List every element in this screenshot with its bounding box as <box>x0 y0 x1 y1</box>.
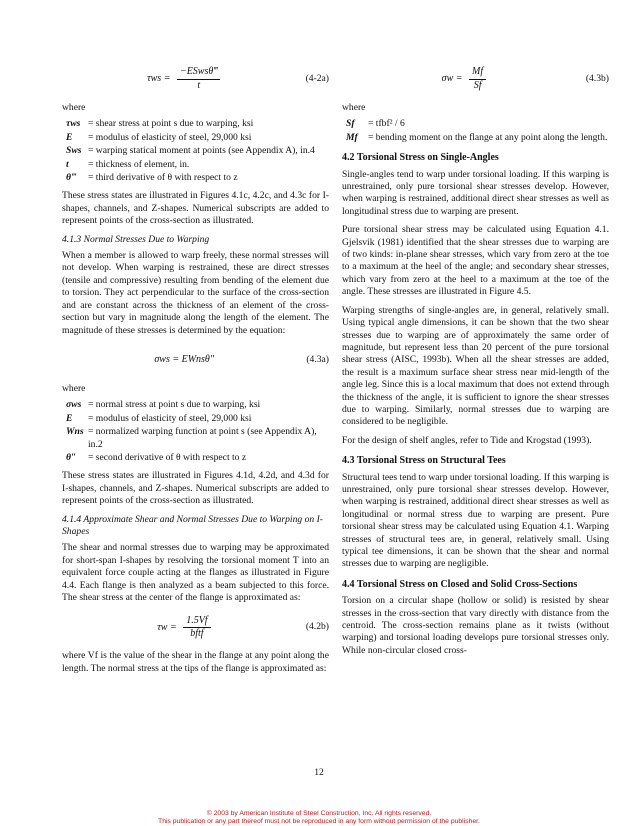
where-label: where <box>342 102 366 113</box>
definition <box>346 132 609 144</box>
symbol: τws <box>66 118 81 130</box>
paragraph: The shear and normal stresses due to warping may be approximated for short-span I-shapes by resolving the torsional moment T into an equivalent force couple acting at the flanges as illustrated in Figure 4.4. Each flange is then analyzed as a beam subjected to this force. The shear stress at the center of the flange is approximated as: <box>62 542 329 603</box>
definition-text: = second derivative of θ with respect to z <box>88 451 247 463</box>
symbol: θ″ <box>66 451 77 463</box>
paragraph: Warping strengths of single-angles are, in general, relatively small. Using typical angle dimensions, it can be shown that the two shear stresses due to warping are of approximately the same order of magnitude, but represent less than 20 percent of the pure torsional shear stress (AISC, 1993b). When all the shear stresses are added, the result is a maximum surface shear stress near mid-length of the angle leg. Since this is a local maximum that does not extend through the thickness of the angle, it is sufficient to ignore the shear stresses due to warping. Similarly, normal stresses due to warping are considered to be negligible. <box>342 304 609 428</box>
definition-text: = third derivative of θ with respect to z <box>88 172 238 184</box>
paragraph: These stress states are illustrated in Figures 4.1d, 4.2d, and 4.3d for I-shapes, channels, and Z-shapes. Numerical subscripts are added to represent points of the cross-section as illustrated. <box>62 470 329 507</box>
definition-list-2 <box>66 399 329 464</box>
right-column <box>342 60 609 663</box>
eq-denominator: Sf <box>473 79 482 91</box>
paragraph: where Vf is the value of the shear in the flange at any point along the length. The normal stress at the tips of the flange is approximated as: <box>62 650 329 674</box>
definition-text: = modulus of elasticity of steel, 29,000 ksi <box>88 131 252 143</box>
definition <box>66 399 329 411</box>
definition-text: = normal stress at point s due to warping, ksi <box>88 399 261 411</box>
eq-denominator: bftf <box>190 627 204 639</box>
definition <box>66 413 329 425</box>
paragraph: When a member is allowed to warp freely, these normal stresses will not develop. When warping is restrained, these are direct stresses (tensile and compressive) resulting from bending of the element due to torsion. They act perpendicular to the surface of the cross-section and are constant across the thickness of an element of the cross-section but vary in magnitude along the length of the element. The magnitude of these stresses is determined by the equation: <box>62 250 329 336</box>
symbol: Sws <box>66 145 82 157</box>
section-heading: 4.2 Torsional Stress on Single-Angles <box>342 152 499 164</box>
subsection-heading: 4.1.3 Normal Stresses Due to Warping <box>62 233 210 245</box>
paragraph: Pure torsional shear stress may be calculated using Equation 4.1. Gjelsvik (1981) identified that the shear stresses due to warping are of two kinds: in-plane shear stresses, which vary from zero at the toe to a maximum at the heel of the angle; and secondary shear stresses, which vary from zero at the heel to a maximum at the toe of the angle. These stresses are illustrated in Figure 4.5. <box>342 224 609 298</box>
definition <box>66 145 329 157</box>
page-number: 12 <box>314 767 324 778</box>
symbol: Wns <box>66 426 84 438</box>
eq-lhs: σw = <box>441 73 463 85</box>
definition <box>66 159 329 171</box>
definition-text: = tfbf² / 6 <box>368 118 405 130</box>
eq-lhs: τws = <box>147 73 171 85</box>
definition-text: = shear stress at point s due to warping, ksi <box>88 118 254 130</box>
equation-number: (4-2a) <box>305 72 329 84</box>
definition <box>66 172 329 184</box>
symbol: t <box>66 158 69 170</box>
definition-text: = modulus of elasticity of steel, 29,000 ksi <box>88 412 252 424</box>
symbol: E <box>66 131 73 143</box>
left-column <box>62 60 329 681</box>
definition-list-1 <box>66 118 329 184</box>
definition-text: = normalized warping function at point s (see Appendix A), in.2 <box>88 426 317 450</box>
symbol: θ‴ <box>66 172 77 184</box>
eq-numerator: −ESwsθ‴ <box>177 66 221 79</box>
equation-number: (4.3b) <box>585 72 609 84</box>
eq-expression: σws = EWnsθ″ <box>154 353 214 365</box>
definition-text: = thickness of element, in. <box>88 158 190 170</box>
section-heading: 4.3 Torsional Stress on Structural Tees <box>342 455 506 467</box>
paragraph: These stress states are illustrated in Figures 4.1c, 4.2c, and 4.3c for I-shapes, channels, and Z-shapes. Numerical subscripts are added to represent points of the cross-section as illustrated. <box>62 190 329 227</box>
equation-4-3a <box>62 343 329 377</box>
definition-list-3 <box>346 118 609 144</box>
symbol: σws <box>66 399 82 411</box>
section-heading: 4.4 Torsional Stress on Closed and Solid Cross-Sections <box>342 578 578 590</box>
definition <box>66 118 329 130</box>
paragraph: Structural tees tend to warp under torsional loading. If this warping is unrestrained, only pure torsional shear stresses develop. However, when warping is restrained, additional direct shear stresses as well as longitudinal or normal stress due to warping are present. Pure torsional shear stress may be calculated using Equation 4.1. Warping stresses of structural tees are, in general, relatively small. Using typical tee dimensions, it can be shown that the shear and normal stresses due to warping are negligible. <box>342 471 609 570</box>
symbol: Sf <box>346 118 355 130</box>
definition-text: = warping statical moment at points (see Appendix A), in.4 <box>88 145 315 157</box>
reproduction-notice: This publication or any part thereof must not be reproduced in any form without permission of the publisher. <box>158 818 480 825</box>
paragraph: Torsion on a circular shape (hollow or solid) is resisted by shear stresses in the cross-section that vary directly with distance from the centroid. The cross-section remains plane as it twists (without warping) and torsional loading develops pure torsional stresses only. While non-circular closed cross- <box>342 595 609 656</box>
equation-4-3b <box>342 62 609 96</box>
copyright-footer: © 2003 by American Institute of Steel Construction, Inc. All rights reserved. <box>206 810 432 817</box>
definition <box>66 452 329 464</box>
definition <box>66 132 329 144</box>
eq-lhs: τw = <box>157 621 177 633</box>
equation-4-2b <box>62 610 329 644</box>
equation-number: (4.3a) <box>306 353 329 365</box>
definition <box>66 426 329 451</box>
paragraph: For the design of shelf angles, refer to Tide and Krogstad (1993). <box>342 434 592 446</box>
equation-number: (4.2b) <box>305 621 329 633</box>
definition <box>346 118 609 130</box>
eq-numerator: 1.5Vf <box>183 615 210 628</box>
definition-text: = bending moment on the flange at any point along the length. <box>368 131 608 143</box>
symbol: Mf <box>346 131 358 143</box>
eq-numerator: Mf <box>469 66 486 79</box>
eq-denominator: t <box>197 79 201 91</box>
subsection-heading: 4.1.4 Approximate Shear and Normal Stresses Due to Warping on I-Shapes <box>62 513 323 537</box>
symbol: E <box>66 412 73 424</box>
paragraph: Single-angles tend to warp under torsional loading. If this warping is unrestrained, only pure torsional shear stresses develop. However, when warping is restrained, additional direct shear stresses as well as longitudinal stress due to warping are present. <box>342 168 609 217</box>
where-label: where <box>62 382 86 394</box>
where-label: where <box>62 102 86 113</box>
equation-4-2a <box>62 62 329 96</box>
